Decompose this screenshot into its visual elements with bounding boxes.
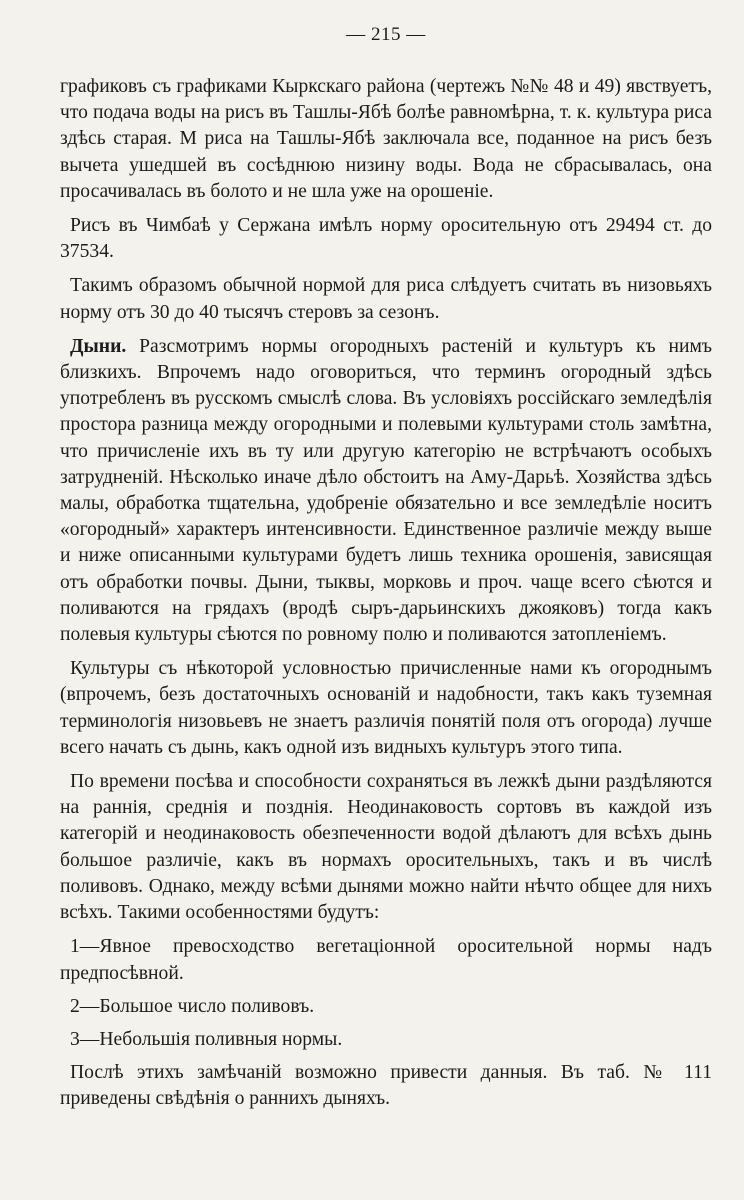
paragraph: По времени посѣва и способности сохраняться въ лежкѣ дыни раздѣляются на раннія, среднія и позднія. Неодинаковость сортовъ въ каждой изъ категорій и неодинаковость обезпеченности водой дѣлаютъ для всѣхъ дынь большое различіе, какъ въ нормахъ оросительныхъ, такъ и въ числѣ поливовъ. Однако, между всѣми дынями можно найти нѣчто общее для нихъ всѣхъ. Такими особенностями будутъ: (60, 771, 712, 924)
closing-paragraph: Послѣ этихъ замѣчаній возможно привести данныя. Въ таб. № 111 приведены свѣдѣнія о раннихъ дыняхъ. (60, 1062, 712, 1110)
list-item: 2—Большое число поливовъ. (70, 995, 315, 1017)
page (60, 22, 712, 1182)
paragraph-body: Разсмотримъ нормы огородныхъ растеній и культуръ къ нимъ близкихъ. Впрочемъ надо оговориться, что терминъ огородный здѣсь употребленъ въ русскомъ смыслѣ слова. Въ условіяхъ россійскаго земледѣлія простора разница между огородными и полевыми культурами столь замѣтна, что причисленіе ихъ въ ту или другую категорію не встрѣчаютъ особыхъ затрудненій. Нѣсколько иначе дѣло обстоитъ на Аму-Дарьѣ. Хозяйства здѣсь малы, обработка тщательна, удобреніе обязательно и все земледѣліе носитъ «огородный» характеръ интенсивности. Единственное различіе между выше и ниже описанными культурами будетъ лишь техника орошенія, зависящая отъ обработки почвы. Дыни, тыквы, морковь и проч. чаще всего сѣются и поливаются на грядахъ (вродѣ сыръ-дарьинскихъ джояковъ) тогда какъ полевыя культуры сѣются по ровному полю и поливаются затопленіемъ. (60, 335, 712, 646)
paragraph: Рисъ въ Чимбаѣ у Сержана имѣлъ норму оросительную отъ 29494 ст. до 37534. (60, 215, 712, 263)
list-item: 3—Небольшія поливныя нормы. (70, 1028, 343, 1050)
page-number: — 215 — (346, 24, 426, 45)
paragraph-melons (60, 334, 712, 648)
paragraph: графиковъ съ графиками Кыркскаго района (чертежъ №№ 48 и 49) явствуетъ, что подача воды на рисъ въ Ташлы-Ябѣ болѣе равномѣрна, т. к. культура риса здѣсь старая. М риса на Ташлы-Ябѣ заключала все, поданное на рисъ безъ вычета ушедшей въ сосѣднюю низину воды. Вода не сбрасывалась, она просачивалась въ болото и не шла уже на орошеніе. (60, 76, 712, 202)
paragraph: Такимъ образомъ обычной нормой для риса слѣдуетъ считать въ низовьяхъ норму отъ 30 до 40 тысячъ стеровъ за сезонъ. (60, 275, 712, 323)
body-text (60, 74, 712, 1113)
paragraph: Культуры съ нѣкоторой условностью причисленные нами къ огороднымъ (впрочемъ, безъ достаточныхъ основаній и надобности, такъ какъ туземная терминологія низовьевъ не знаетъ различія понятій поля отъ огорода) лучше всего начать съ дынь, какъ одной изъ видныхъ культуръ этого типа. (60, 658, 712, 758)
list-item: 1—Явное превосходство вегетаціонной оросительной нормы надъ предпосѣвной. (60, 936, 712, 984)
features-list (60, 934, 712, 1053)
section-lead: Дыни. (70, 335, 127, 357)
